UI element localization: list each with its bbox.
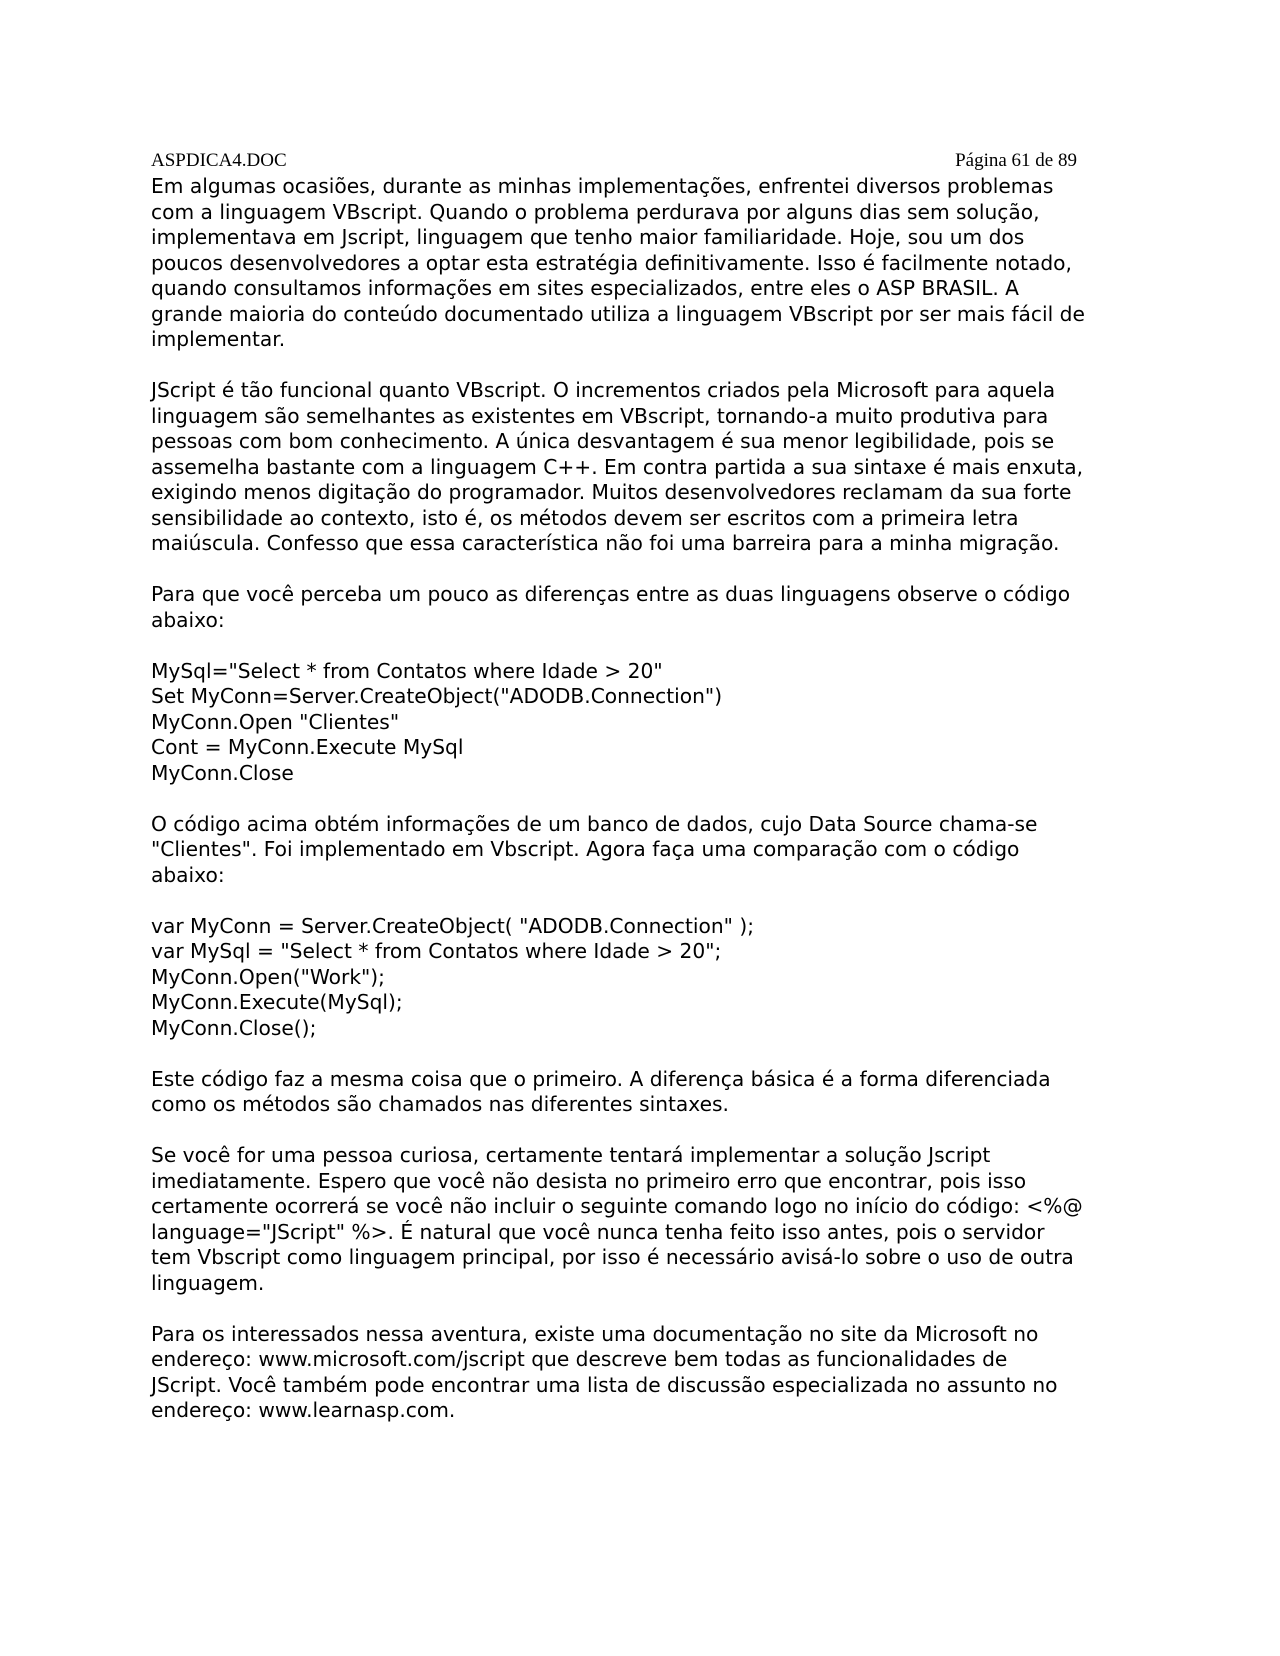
code-line: MyConn.Execute(MySql); — [151, 990, 403, 1014]
code-line: MyConn.Close — [151, 760, 294, 785]
page-number: Página 61 de 89 — [955, 150, 1077, 171]
paragraph-intro: Em algumas ocasiões, durante as minhas implementações, enfrentei diversos problemas com a linguagem VBscript. Quando o problema perdurava por alguns dias sem solução, implementava em Jscript, linguagem que tenho maior familiaridade. Hoje, sou um dos poucos desenvolvedores a optar esta estratégia definitivamente. Isso é facilmente notado, quando consultamos informações em sites especializados, entre eles o ASP BRASIL. A grande maioria do conteúdo documentado utiliza a linguagem VBscript por ser mais fácil de implementar. — [151, 174, 1085, 351]
paragraph-code-explanation: O código acima obtém informações de um banco de dados, cujo Data Source chama-se "Clientes". Foi implementado em Vbscript. Agora faça uma comparação com o código abaixo: — [151, 811, 1038, 887]
paragraph-compare-lead: Para que você perceba um pouco as diferenças entre as duas linguagens observe o código abaixo: — [151, 582, 1071, 632]
page-header — [151, 150, 1077, 174]
document-body — [151, 174, 1131, 1424]
code-line: var MyConn = Server.CreateObject( "ADODB.Connection" ); — [151, 913, 755, 938]
code-line: MyConn.Close(); — [151, 1015, 317, 1040]
code-line: MyConn.Open "Clientes" — [151, 709, 400, 734]
document-page — [151, 150, 1131, 1449]
document-name: ASPDICA4.DOC — [151, 150, 287, 171]
paragraph-curious: Se você for uma pessoa curiosa, certamente tentará implementar a solução Jscript imediatamente. Espero que você não desista no primeiro erro que encontrar, pois isso certamente ocorrerá se você não incluir o seguinte comando logo no início do código: <%@ language="JScript" %>. É natural que você nunca tenha feito isso antes, pois o servidor tem Vbscript como linguagem principal, por isso é necessário avisá-lo sobre o uso de outra linguagem. — [151, 1143, 1083, 1295]
paragraph-difference: Este código faz a mesma coisa que o primeiro. A diferença básica é a forma diferenciada como os métodos são chamados nas diferentes sintaxes. — [151, 1066, 1051, 1116]
paragraph-jscript-features: JScript é tão funcional quanto VBscript. O incrementos criados pela Microsoft para aquela linguagem são semelhantes as existentes em VBscript, tornando-a muito produtiva para pessoas com bom conhecimento. A única desvantagem é sua menor legibilidade, pois se assemelha bastante com a linguagem C++. Em contra partida a sua sintaxe é mais enxuta, exigindo menos digitação do programador. Muitos desenvolvedores reclamam da sua forte sensibilidade ao contexto, isto é, os métodos devem ser escritos com a primeira letra maiúscula. Confesso que essa característica não foi uma barreira para a minha migração. — [151, 378, 1084, 555]
code-block-vbscript — [151, 659, 1131, 787]
code-line: MySql="Select * from Contatos where Idade > 20" — [151, 658, 663, 683]
code-line: Cont = MyConn.Execute MySql — [151, 735, 464, 759]
code-line: var MySql = "Select * from Contatos where Idade > 20"; — [151, 939, 722, 963]
code-line: MyConn.Open("Work"); — [151, 964, 385, 989]
paragraph-resources: Para os interessados nessa aventura, existe uma documentação no site da Microsoft no endereço: www.microsoft.com/jscript que descreve bem todas as funcionalidades de JScript. Você também pode encontrar uma lista de discussão especializada no assunto no endereço: www.learnasp.com. — [151, 1321, 1058, 1422]
code-block-jscript — [151, 914, 1131, 1042]
code-line: Set MyConn=Server.CreateObject("ADODB.Connection") — [151, 684, 723, 708]
